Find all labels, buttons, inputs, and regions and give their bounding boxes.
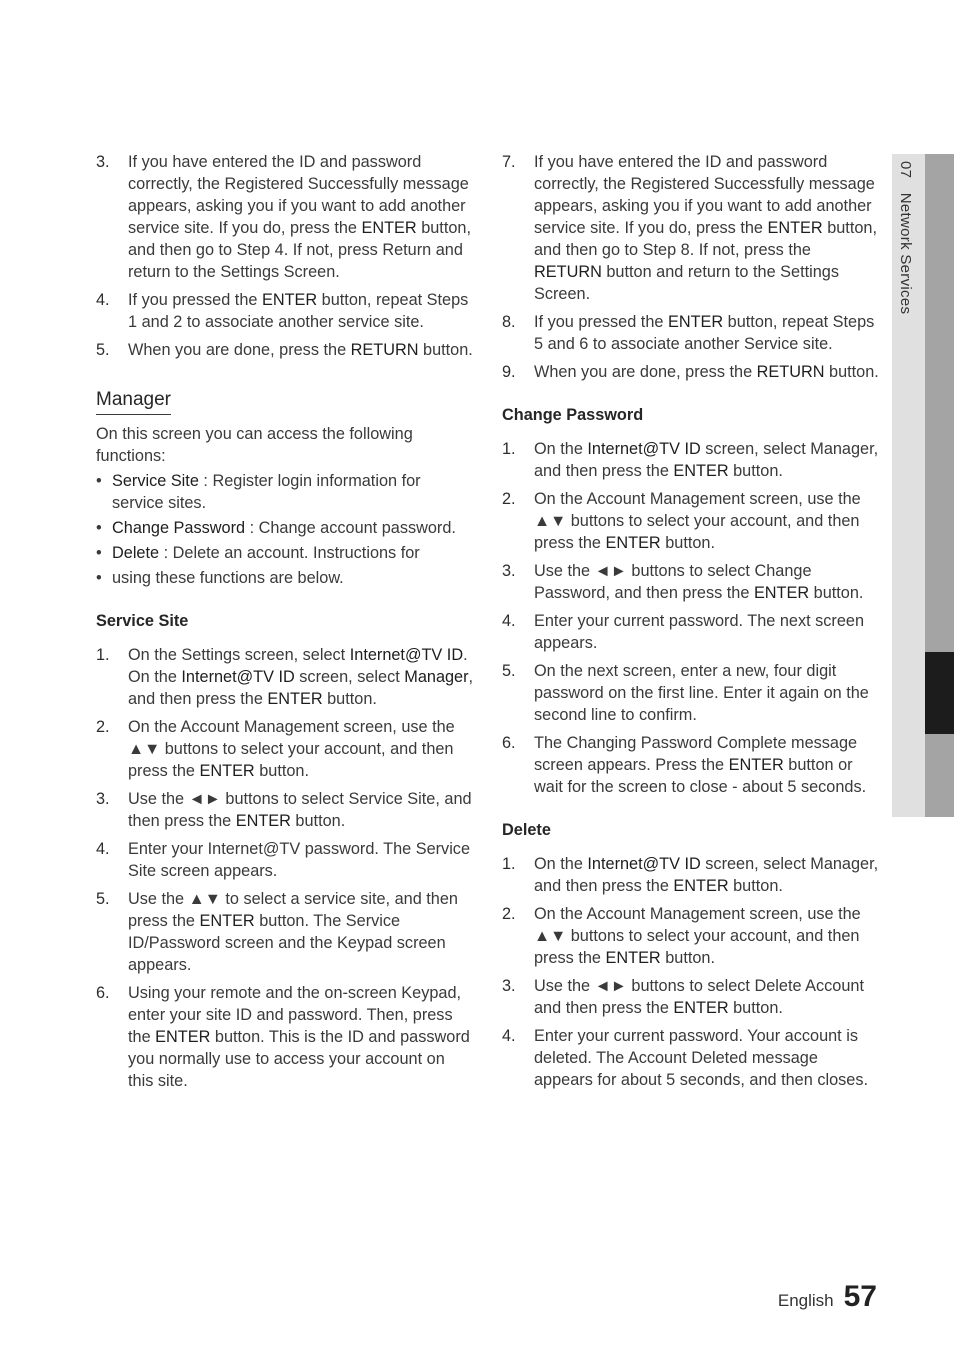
step-number: 6. xyxy=(96,984,110,1002)
step-number: 3. xyxy=(96,790,110,808)
step-item xyxy=(96,644,474,710)
step-item xyxy=(96,982,474,1092)
step-item xyxy=(502,438,880,482)
step-item xyxy=(96,151,474,283)
step-item xyxy=(502,853,880,897)
step-item xyxy=(96,838,474,882)
step-number: 2. xyxy=(502,905,516,923)
step-number: 3. xyxy=(502,977,516,995)
step-number: 1. xyxy=(96,646,110,664)
step-text: When you are done, press the RETURN button. xyxy=(534,363,879,381)
step-number: 1. xyxy=(502,855,516,873)
page-footer xyxy=(778,1280,877,1314)
step-number: 7. xyxy=(502,153,516,171)
step-item xyxy=(502,361,880,383)
left-column xyxy=(96,151,474,1098)
step-text: On the Account Management screen, use the ▲▼ buttons to select your account, and then press the ENTER button. xyxy=(534,490,861,552)
step-text: Enter your current password. The next screen appears. xyxy=(534,612,865,652)
step-number: 4. xyxy=(502,1027,516,1045)
step-number: 3. xyxy=(502,562,516,580)
step-text: Use the ◄► buttons to select Service Site, and then press the ENTER button. xyxy=(128,790,472,830)
step-text: The Changing Password Complete message screen appears. Press the ENTER button or wait for the screen to close - about 5 seconds. xyxy=(534,734,867,796)
right-column xyxy=(502,151,880,1097)
step-text: Use the ◄► buttons to select Delete Account and then press the ENTER button. xyxy=(534,977,864,1017)
step-number: 5. xyxy=(502,662,516,680)
manager-intro: On this screen you can access the following functions: xyxy=(96,425,413,465)
step-number: 2. xyxy=(502,490,516,508)
step-text: If you have entered the ID and password correctly, the Registered Successfully message appears, asking you if you want to add another service site. If you do, press the ENTER button, and then go to Step 8. If not, press the RETURN button and return to the Settings Screen. xyxy=(534,153,877,303)
step-text: If you pressed the ENTER button, repeat Steps 1 and 2 to associate another service site. xyxy=(128,291,469,331)
delete-heading: Delete xyxy=(502,821,551,839)
change-password-steps xyxy=(502,438,880,798)
manager-heading: Manager xyxy=(96,388,171,415)
page-number: 57 xyxy=(843,1280,877,1313)
bullet-text: using these functions are below. xyxy=(112,569,344,587)
step-text: Enter your current password. Your account is deleted. The Account Deleted message appears for about 5 seconds, and then closes. xyxy=(534,1027,868,1089)
chapter-number: 07 xyxy=(897,161,914,179)
step-text: On the Internet@TV ID screen, select Manager, and then press the ENTER button. xyxy=(534,855,879,895)
step-number: 4. xyxy=(96,291,110,309)
delete-steps xyxy=(502,853,880,1091)
step-item xyxy=(502,151,880,305)
bullet-dot: • xyxy=(96,472,102,490)
step-number: 6. xyxy=(502,734,516,752)
step-number: 1. xyxy=(502,440,516,458)
step-number: 2. xyxy=(96,718,110,736)
step-number: 5. xyxy=(96,341,110,359)
service-site-steps xyxy=(96,644,474,1092)
service-site-heading: Service Site xyxy=(96,612,189,630)
step-item xyxy=(502,975,880,1019)
manager-bullets xyxy=(96,470,474,589)
bullet-text: Change Password : Change account password. xyxy=(112,519,456,537)
step-item xyxy=(96,289,474,333)
bullet-dot: • xyxy=(96,519,102,537)
step-item xyxy=(502,732,880,798)
step-text: On the Internet@TV ID screen, select Manager, and then press the ENTER button. xyxy=(534,440,879,480)
step-item xyxy=(502,1025,880,1091)
bullet-text: Service Site : Register login information for service sites. xyxy=(112,472,421,512)
step-item xyxy=(502,488,880,554)
step-item xyxy=(502,311,880,355)
chapter-label xyxy=(897,161,914,314)
footer-language: English xyxy=(777,1291,834,1310)
chapter-title: Network Services xyxy=(897,192,914,315)
step-text: Enter your Internet@TV password. The Service Site screen appears. xyxy=(128,840,471,880)
step-item xyxy=(96,888,474,976)
step-item xyxy=(96,788,474,832)
step-item xyxy=(502,610,880,654)
step-text: Use the ▲▼ to select a service site, and then press the ENTER button. The Service ID/Password screen and the Keypad screen appears. xyxy=(128,890,458,974)
step-number: 5. xyxy=(96,890,110,908)
change-password-heading: Change Password xyxy=(502,406,644,424)
step-text: If you have entered the ID and password correctly, the Registered Successfully message appears, asking you if you want to add another service site. If you do, press the ENTER button, and then go to Step 4. If not, press Return and return to the Settings Screen. xyxy=(128,153,471,281)
step-text: When you are done, press the RETURN button. xyxy=(128,341,473,359)
step-text: Using your remote and the on-screen Keypad, enter your site ID and password. Then, press the ENTER button. This is the ID and password you normally use to access your account on this site. xyxy=(128,984,470,1090)
step-text: On the Settings screen, select Internet@TV ID. On the Internet@TV ID screen, select Manager, and then press the ENTER button. xyxy=(128,646,474,708)
bullet-dot: • xyxy=(96,544,102,562)
steps-list-right-top xyxy=(502,151,880,383)
step-number: 9. xyxy=(502,363,516,381)
bullet-item xyxy=(96,542,474,564)
step-text: On the next screen, enter a new, four digit password on the first line. Enter it again on the second line to confirm. xyxy=(534,662,869,724)
bullet-item xyxy=(96,470,474,514)
steps-list-left-top xyxy=(96,151,474,361)
step-text: On the Account Management screen, use the ▲▼ buttons to select your account, and then press the ENTER button. xyxy=(534,905,861,967)
step-item xyxy=(502,560,880,604)
step-text: If you pressed the ENTER button, repeat Steps 5 and 6 to associate another Service site. xyxy=(534,313,875,353)
step-item xyxy=(502,660,880,726)
bullet-item xyxy=(96,567,474,589)
step-number: 4. xyxy=(502,612,516,630)
bullet-dot: • xyxy=(96,569,102,587)
step-item xyxy=(96,339,474,361)
bullet-item xyxy=(96,517,474,539)
step-number: 8. xyxy=(502,313,516,331)
chapter-marker xyxy=(925,652,954,734)
step-text: On the Account Management screen, use the ▲▼ buttons to select your account, and then press the ENTER button. xyxy=(128,718,455,780)
step-item xyxy=(96,716,474,782)
step-number: 4. xyxy=(96,840,110,858)
bullet-text: Delete : Delete an account. Instructions for xyxy=(112,544,420,562)
step-number: 3. xyxy=(96,153,110,171)
step-text: Use the ◄► buttons to select Change Password, and then press the ENTER button. xyxy=(534,562,864,602)
step-item xyxy=(502,903,880,969)
